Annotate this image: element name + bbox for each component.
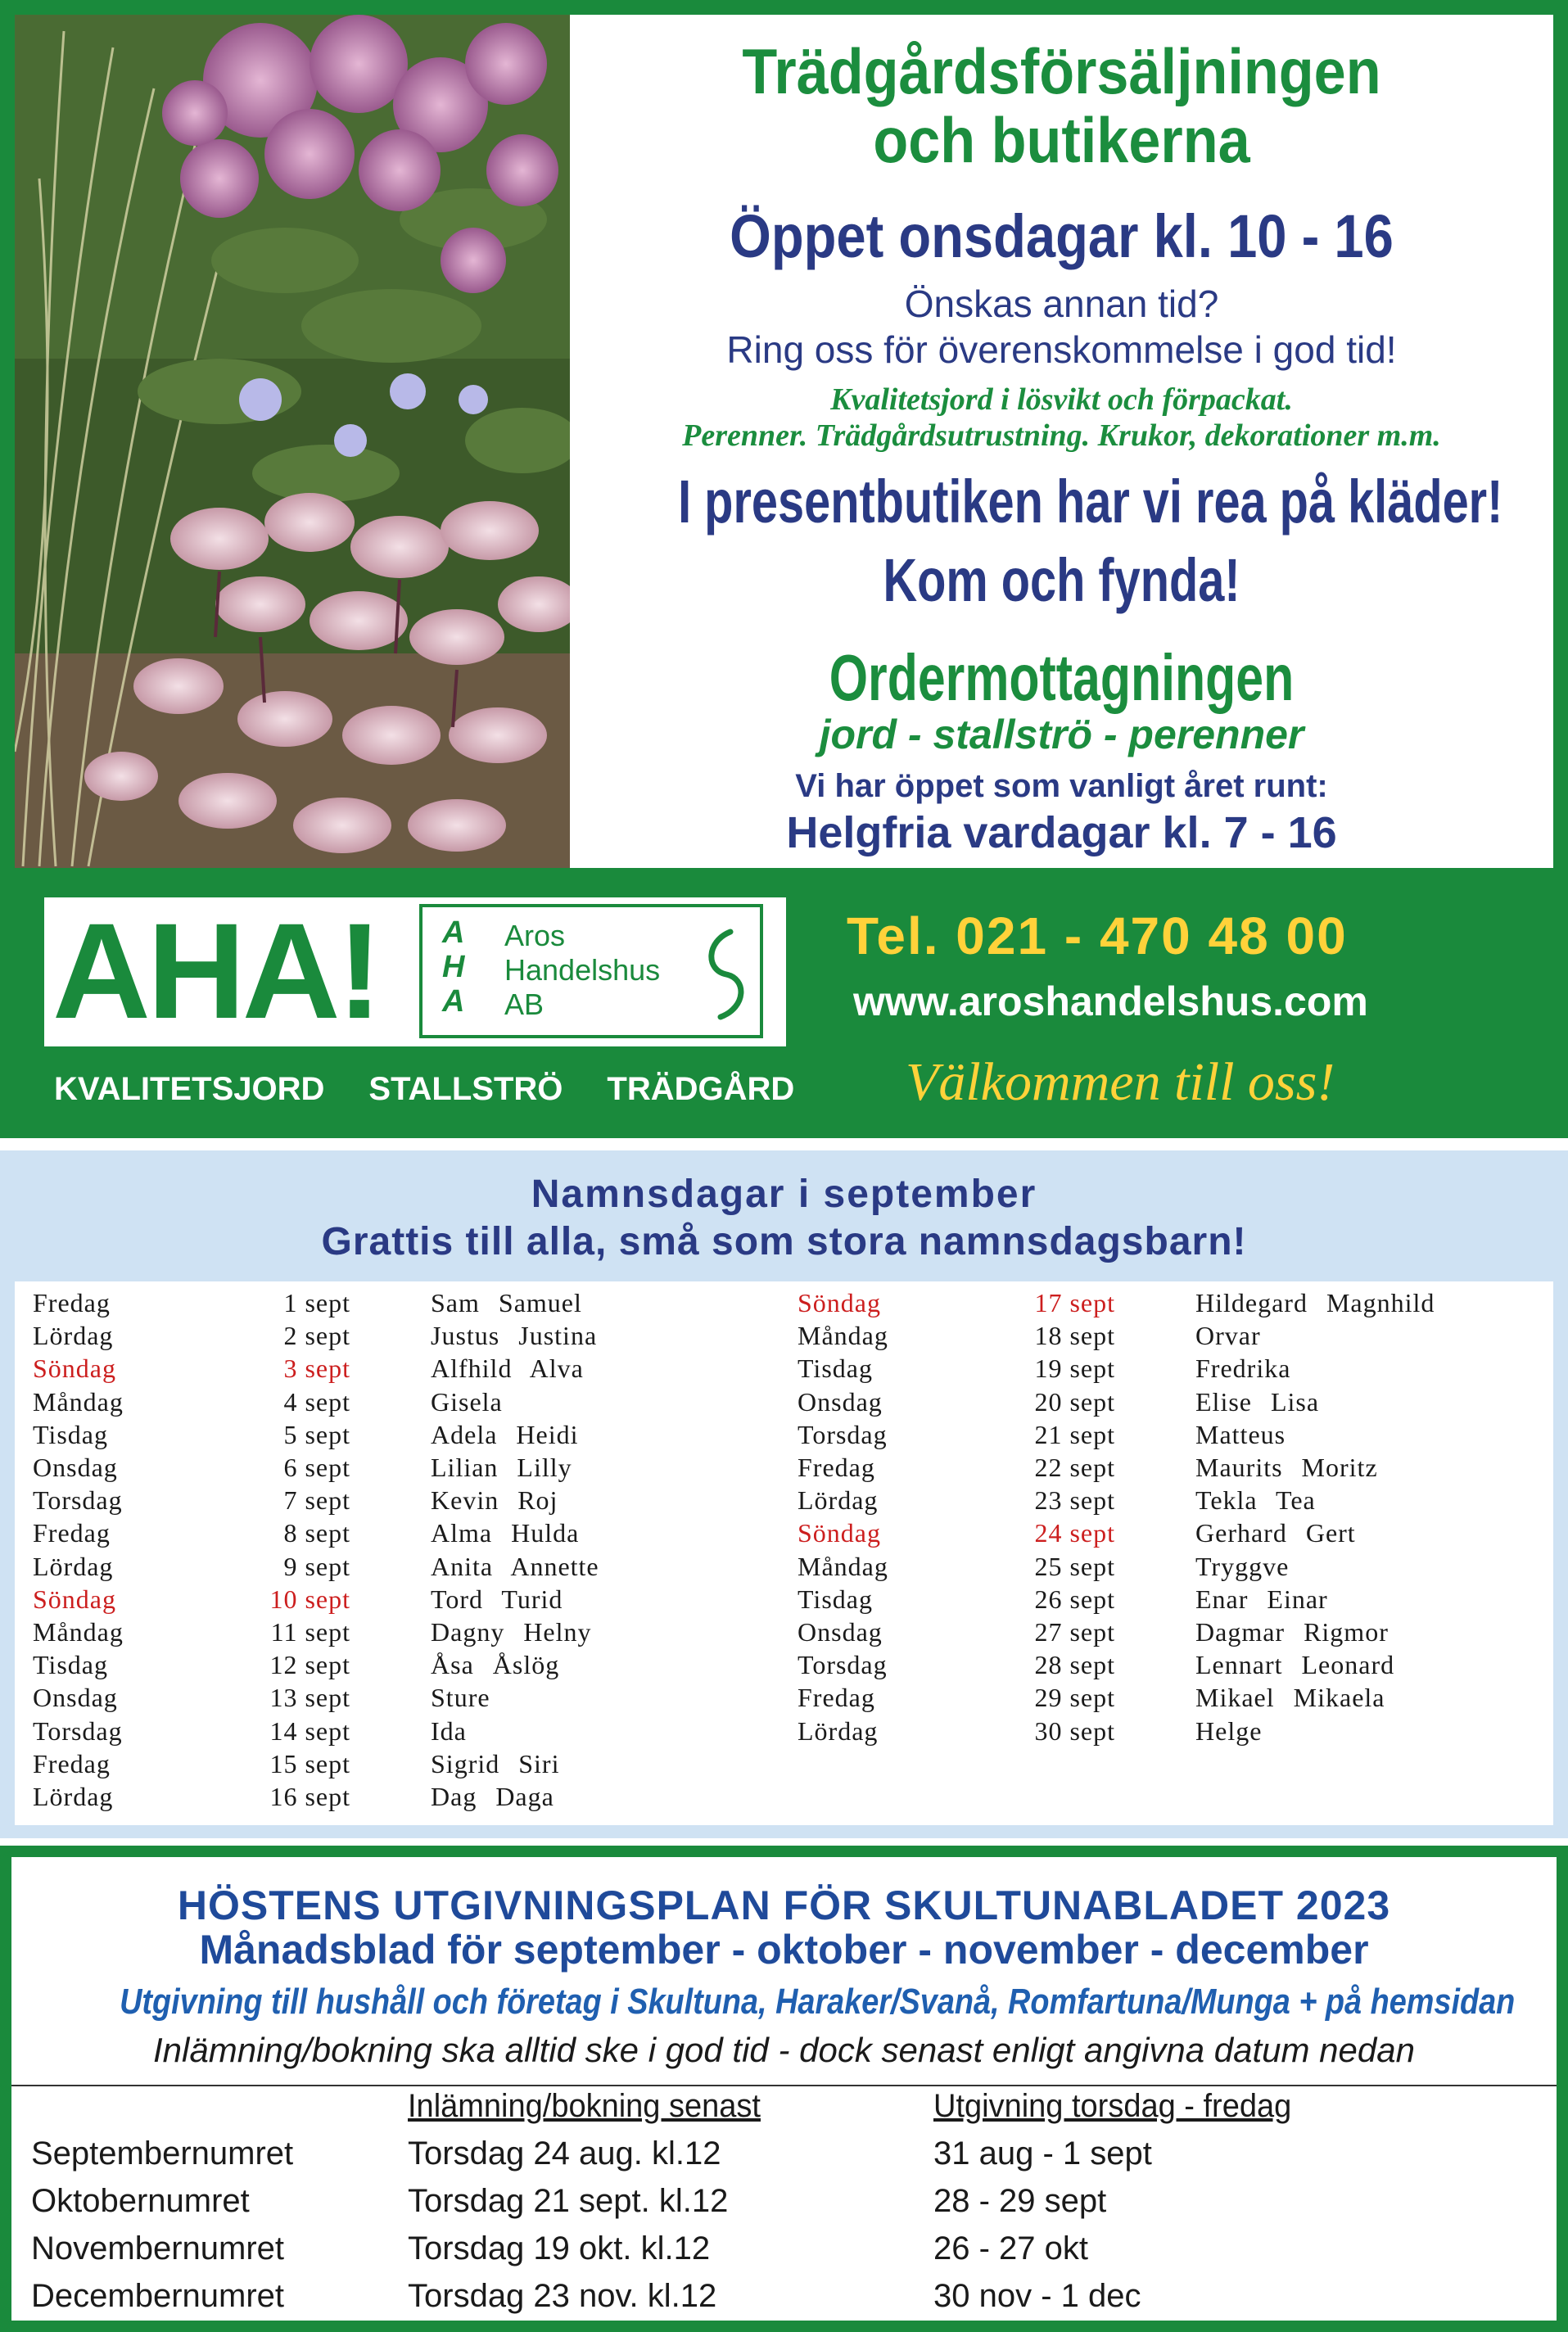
nameday-weekday: Tisdag [33,1419,108,1449]
plan-note: Inlämning/bokning ska alltid ske i god tid - dock senast enligt angivna datum nedan [153,2031,1415,2069]
nameday-names: Dag Daga [431,1782,554,1811]
nameday-weekday: Lördag [33,1551,114,1581]
nameday-weekday: Lördag [33,1782,114,1811]
logo-swirl-icon [698,925,755,1024]
namedays-title: Namnsdagar i september [531,1173,1037,1216]
nameday-weekday: Onsdag [33,1683,118,1713]
garden-flowers-photo [15,15,570,868]
nameday-weekday: Torsdag [33,1485,123,1516]
nameday-names: Tekla Tea [1195,1485,1316,1516]
alt-time-call: Ring oss för överenskommelse i god tid! [726,328,1397,371]
plan-row [11,2183,1557,2230]
product-taglines [54,1071,838,1108]
divider [11,2085,1557,2086]
plan-title: HÖSTENS UTGIVNINGSPLAN FÖR SKULTUNABLADET 2023 [177,1882,1391,1928]
nameday-date: 18 sept [1034,1321,1115,1351]
logo-company-name [504,919,660,1022]
nameday-row [33,1420,737,1453]
nameday-weekday: Torsdag [798,1650,888,1680]
nameday-names: Fredrika [1195,1354,1291,1384]
logo-frame [419,904,763,1038]
nameday-weekday: Söndag [798,1518,881,1548]
nameday-date: 29 sept [1034,1683,1115,1713]
nameday-date: 21 sept [1034,1419,1115,1449]
nameday-row [33,1485,737,1518]
nameday-weekday: Söndag [798,1288,881,1317]
nameday-row [33,1584,737,1617]
nameday-names: Maurits Moritz [1195,1453,1378,1482]
nameday-row [798,1453,1502,1485]
year-round-note: Vi har öppet som vanligt året runt: [795,768,1328,804]
nameday-weekday: Måndag [33,1386,124,1417]
nameday-row [798,1387,1502,1420]
company-logo [44,897,786,1046]
order-heading: Ordermottagningen [829,641,1295,714]
products-line-2: Perenner. Trädgårdsutrustning. Krukor, dekorationer m.m. [682,418,1441,453]
nameday-date: 13 sept [269,1683,350,1713]
nameday-weekday: Fredag [33,1288,111,1317]
nameday-row [33,1683,737,1715]
nameday-names: Gerhard Gert [1195,1518,1356,1548]
garden-shop-ad [0,0,1568,1138]
nameday-weekday: Söndag [33,1584,116,1614]
issue-release: 30 nov - 1 dec [933,2278,1141,2314]
issue-deadline: Torsdag 23 nov. kl.12 [408,2278,717,2314]
alt-time-question: Önskas annan tid? [904,282,1219,325]
issue-release: 31 aug - 1 sept [933,2135,1152,2172]
issue-name: Novembernumret [31,2230,285,2266]
nameday-row [798,1288,1502,1321]
logo-word: AB [504,987,545,1021]
nameday-names: Sigrid Siri [431,1748,560,1778]
nameday-date: 23 sept [1034,1485,1115,1516]
ad-title-line-2: och butikerna [873,104,1250,176]
logo-aha-text: AHA! [52,896,379,1047]
namedays-subtitle: Grattis till alla, små som stora namnsdagsbarn! [321,1220,1247,1263]
nameday-row [798,1716,1502,1749]
deadline-column-header: Inlämning/bokning senast [408,2088,761,2124]
nameday-row [33,1650,737,1683]
nameday-date: 10 sept [269,1584,350,1614]
nameday-row [798,1420,1502,1453]
tagline-item: TRÄDGÅRD [607,1071,795,1107]
logo-word: Aros [504,919,566,952]
nameday-date: 14 sept [269,1715,350,1746]
nameday-row [33,1387,737,1420]
nameday-date: 25 sept [1034,1551,1115,1581]
nameday-row [798,1321,1502,1354]
issue-deadline: Torsdag 24 aug. kl.12 [408,2135,721,2172]
nameday-weekday: Fredag [798,1683,875,1713]
plan-row [11,2230,1557,2278]
namedays-table [15,1281,1553,1825]
plan-row [11,2278,1557,2325]
nameday-row [33,1782,737,1815]
issue-name: Decembernumret [31,2278,285,2314]
nameday-weekday: Onsdag [798,1386,883,1417]
nameday-date: 27 sept [1034,1617,1115,1647]
nameday-date: 22 sept [1034,1453,1115,1482]
nameday-row [798,1485,1502,1518]
nameday-names: Elise Lisa [1195,1386,1320,1417]
ad-title-line-1: Trädgårdsförsäljningen [742,35,1381,107]
nameday-weekday: Torsdag [33,1715,123,1746]
nameday-date: 17 sept [1034,1288,1115,1317]
nameday-names: Sam Samuel [431,1288,582,1317]
nameday-row [33,1716,737,1749]
plan-row [11,2135,1557,2183]
nameday-date: 2 sept [283,1321,350,1351]
nameday-date: 15 sept [269,1748,350,1778]
issue-deadline: Torsdag 19 okt. kl.12 [408,2230,711,2266]
nameday-row [798,1683,1502,1715]
sale-line-2: Kom och fynda! [883,546,1240,614]
nameday-date: 9 sept [283,1551,350,1581]
nameday-row [798,1518,1502,1551]
logo-word: Handelshus [504,953,661,987]
nameday-row [33,1321,737,1354]
order-products: jord - stallströ - perenner [819,712,1304,757]
nameday-names: Lennart Leonard [1195,1650,1395,1680]
weekday-hours: Helgfria vardagar kl. 7 - 16 [786,808,1337,857]
release-column-header: Utgivning torsdag - fredag [933,2088,1292,2124]
issue-name: Oktobernumret [31,2183,250,2219]
nameday-weekday: Lördag [798,1485,879,1516]
nameday-row [33,1288,737,1321]
nameday-weekday: Måndag [798,1551,888,1581]
nameday-date: 6 sept [283,1453,350,1482]
nameday-names: Ida [431,1715,467,1746]
opening-hours: Öppet onsdagar kl. 10 - 16 [730,202,1394,270]
nameday-names: Tryggve [1195,1551,1290,1581]
nameday-weekday: Tisdag [798,1354,873,1384]
nameday-weekday: Torsdag [798,1419,888,1449]
nameday-names: Mikael Mikaela [1195,1683,1385,1713]
sale-line-1: I presentbutiken har vi rea på kläder! [678,468,1503,536]
nameday-names: Sture [431,1683,490,1713]
logo-letter: A [442,915,465,950]
nameday-names: Helge [1195,1715,1263,1746]
issue-release: 28 - 29 sept [933,2183,1107,2219]
nameday-row [33,1617,737,1650]
logo-letter: A [442,984,465,1019]
nameday-row [798,1354,1502,1386]
nameday-names: Åsa Åslög [431,1650,560,1680]
nameday-row [798,1552,1502,1584]
nameday-names: Hildegard Magnhild [1195,1288,1435,1317]
nameday-names: Orvar [1195,1321,1261,1351]
nameday-weekday: Måndag [798,1321,888,1351]
nameday-weekday: Lördag [798,1715,879,1746]
nameday-date: 30 sept [1034,1715,1115,1746]
nameday-names: Justus Justina [431,1321,598,1351]
logo-letters [442,915,464,1019]
nameday-date: 4 sept [283,1386,350,1417]
issue-name: Septembernumret [31,2135,294,2172]
nameday-names: Kevin Roj [431,1485,558,1516]
nameday-weekday: Fredag [33,1518,111,1548]
tagline-item: KVALITETSJORD [54,1071,325,1107]
nameday-date: 16 sept [269,1782,350,1811]
nameday-date: 20 sept [1034,1386,1115,1417]
nameday-date: 1 sept [283,1288,350,1317]
nameday-date: 26 sept [1034,1584,1115,1614]
nameday-date: 7 sept [283,1485,350,1516]
nameday-names: Dagny Helny [431,1617,592,1647]
nameday-names: Matteus [1195,1419,1286,1449]
tagline-item: STALLSTRÖ [368,1071,563,1107]
issue-deadline: Torsdag 21 sept. kl.12 [408,2183,729,2219]
nameday-date: 8 sept [283,1518,350,1548]
website-link[interactable]: www.aroshandelshus.com [853,978,1368,1024]
nameday-weekday: Lördag [33,1321,114,1351]
nameday-names: Tord Turid [431,1584,563,1614]
plan-subtitle: Månadsblad för september - oktober - november - december [199,1927,1369,1973]
nameday-row [33,1453,737,1485]
issue-release: 26 - 27 okt [933,2230,1089,2266]
nameday-date: 12 sept [269,1650,350,1680]
nameday-date: 3 sept [283,1354,350,1384]
nameday-weekday: Tisdag [798,1584,873,1614]
nameday-weekday: Måndag [33,1617,124,1647]
nameday-names: Gisela [431,1386,503,1417]
nameday-row [798,1584,1502,1617]
nameday-names: Adela Heidi [431,1419,579,1449]
nameday-date: 19 sept [1034,1354,1115,1384]
nameday-weekday: Tisdag [33,1650,108,1680]
nameday-weekday: Onsdag [798,1617,883,1647]
nameday-weekday: Söndag [33,1354,116,1384]
nameday-date: 11 sept [270,1617,350,1647]
nameday-names: Alma Hulda [431,1518,580,1548]
nameday-row [33,1749,737,1782]
nameday-names: Anita Annette [431,1551,599,1581]
nameday-names: Enar Einar [1195,1584,1328,1614]
nameday-row [33,1354,737,1386]
namedays-section [0,1150,1568,1838]
logo-letter: H [442,950,465,984]
nameday-row [33,1552,737,1584]
nameday-row [33,1518,737,1551]
nameday-weekday: Fredag [798,1453,875,1482]
ad-text-panel [570,15,1553,868]
nameday-weekday: Onsdag [33,1453,118,1482]
nameday-names: Alfhild Alva [431,1354,584,1384]
publishing-plan-panel [11,1857,1557,2321]
nameday-weekday: Fredag [33,1748,111,1778]
welcome-text: Välkommen till oss! [906,1052,1335,1112]
nameday-names: Dagmar Rigmor [1195,1617,1389,1647]
nameday-date: 28 sept [1034,1650,1115,1680]
nameday-date: 5 sept [283,1419,350,1449]
nameday-date: 24 sept [1034,1518,1115,1548]
nameday-row [798,1617,1502,1650]
phone-number: Tel. 021 - 470 48 00 [847,906,1348,965]
publishing-plan [0,1846,1568,2332]
products-line-1: Kvalitetsjord i lösvikt och förpackat. [830,382,1293,417]
nameday-row [798,1650,1502,1683]
plan-distribution: Utgivning till hushåll och företag i Skultuna, Haraker/Svanå, Romfartuna/Munga + på hemsidan [120,1982,1516,2022]
nameday-names: Lilian Lilly [431,1453,572,1482]
